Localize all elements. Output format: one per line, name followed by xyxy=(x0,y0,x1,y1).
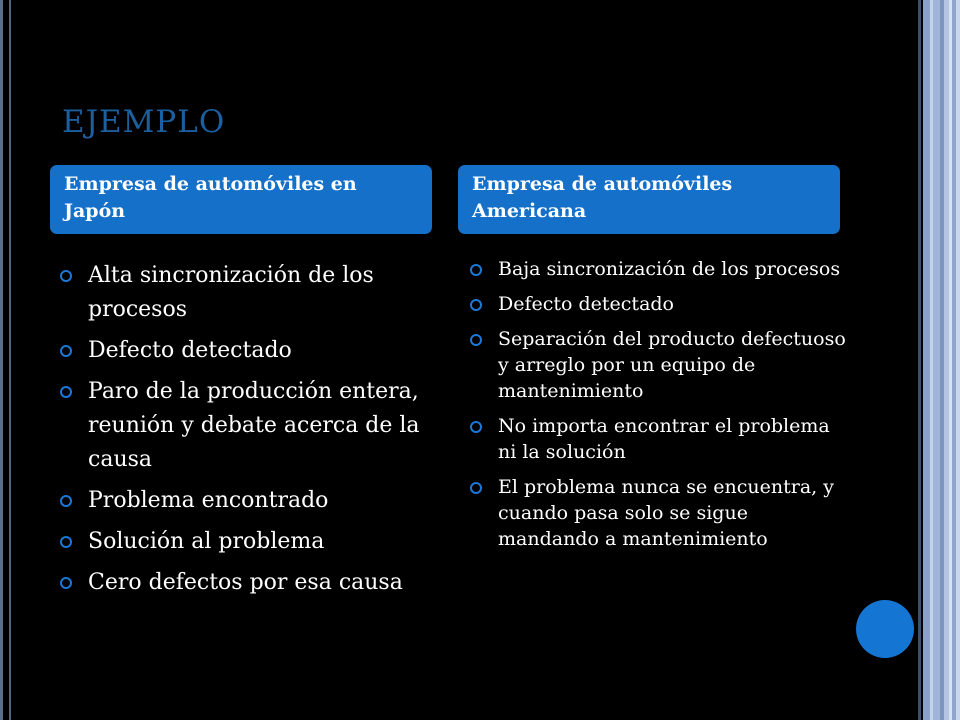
left-bullet-list xyxy=(60,259,440,607)
right-bullet-list xyxy=(470,256,850,561)
list-item-text: Baja sincronización de los procesos xyxy=(498,258,841,280)
left-border-line-inner xyxy=(9,0,11,720)
slide-title: EJEMPLO xyxy=(62,104,226,140)
right-column-header: Empresa de automóviles Americana xyxy=(458,165,840,234)
list-item-text: El problema nunca se encuentra, y cuando pasa solo se sigue mandando a mantenimiento xyxy=(498,476,834,550)
list-item xyxy=(470,413,850,465)
list-item xyxy=(60,375,440,477)
ring-bullet-icon xyxy=(60,536,72,548)
left-column-header: Empresa de automóviles en Japón xyxy=(50,165,432,234)
ring-bullet-icon xyxy=(60,386,72,398)
list-item xyxy=(60,566,440,600)
list-item-text: Defecto detectado xyxy=(498,293,675,315)
ring-bullet-icon xyxy=(470,299,482,311)
left-border-line xyxy=(0,0,3,720)
ring-bullet-icon xyxy=(470,334,482,346)
list-item-text: Problema encontrado xyxy=(88,488,329,513)
list-item-text: Separación del producto defectuoso y arreglo por un equipo de mantenimiento xyxy=(498,328,846,402)
list-item xyxy=(470,326,850,404)
ring-bullet-icon xyxy=(60,270,72,282)
list-item xyxy=(470,256,850,282)
list-item-text: Solución al problema xyxy=(88,529,325,554)
right-decorative-stripes xyxy=(918,0,960,720)
list-item-text: Cero defectos por esa causa xyxy=(88,570,403,595)
ring-bullet-icon xyxy=(470,421,482,433)
ring-bullet-icon xyxy=(470,482,482,494)
ring-bullet-icon xyxy=(60,345,72,357)
list-item xyxy=(60,484,440,518)
list-item xyxy=(60,259,440,327)
list-item-text: Alta sincronización de los procesos xyxy=(88,263,374,322)
list-item xyxy=(470,474,850,552)
blue-circle-icon xyxy=(856,600,914,658)
list-item-text: No importa encontrar el problema ni la solución xyxy=(498,415,830,463)
list-item xyxy=(60,525,440,559)
list-item xyxy=(470,291,850,317)
list-item-text: Paro de la producción entera, reunión y debate acerca de la causa xyxy=(88,379,420,472)
ring-bullet-icon xyxy=(470,264,482,276)
ring-bullet-icon xyxy=(60,577,72,589)
ring-bullet-icon xyxy=(60,495,72,507)
list-item-text: Defecto detectado xyxy=(88,338,292,363)
list-item xyxy=(60,334,440,368)
